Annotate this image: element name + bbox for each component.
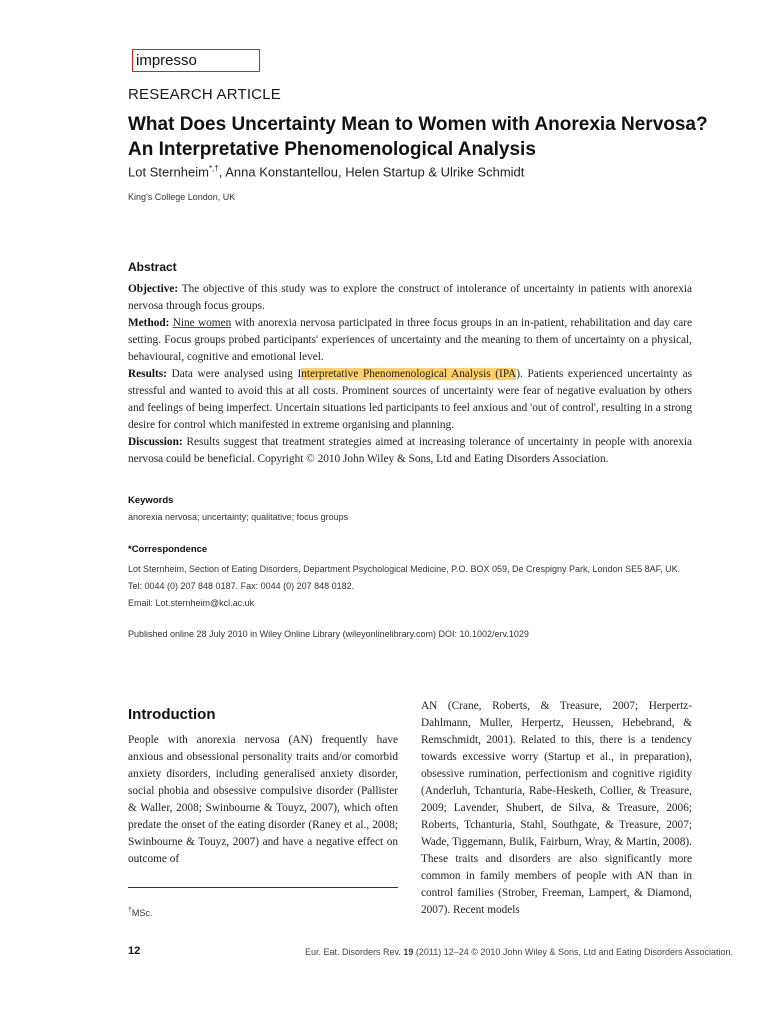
impresso-overlay-text: impresso	[136, 52, 197, 69]
introduction-right-column	[421, 698, 692, 919]
footnote-mark: †	[128, 907, 132, 914]
footnote-text: MSc.	[131, 908, 153, 918]
introduction-heading: Introduction	[128, 706, 216, 723]
publication-info: Published online 28 July 2010 in Wiley Online Library (wileyonlinelibrary.com) DOI: 10.1002/erv.1029	[128, 629, 529, 639]
highlight-annotation[interactable]: nterpretative Phenomenological Analysis (IPA	[301, 368, 517, 380]
impresso-overlay-box[interactable]	[132, 49, 260, 72]
abstract-body	[128, 281, 692, 468]
keywords-heading: Keywords	[128, 495, 174, 506]
abstract-heading: Abstract	[128, 260, 177, 274]
journal-citation: Eur. Eat. Disorders Rev. 19 (2011) 12–24 © 2010 John Wiley & Sons, Ltd and Eating Disorders Association.	[305, 947, 734, 957]
correspondence-heading: *Correspondence	[128, 544, 208, 555]
author-marks: *,†	[208, 164, 219, 173]
abstract-objective: Objective: The objective of this study was to explore the construct of intolerance of uncertainty in patients with anorexia nervosa through focus groups.	[128, 283, 692, 312]
introduction-left-column	[128, 732, 398, 868]
affiliation: King's College London, UK	[128, 192, 236, 202]
page-number: 12	[128, 945, 141, 957]
introduction-paragraph-continued: AN (Crane, Roberts, & Treasure, 2007; Herpertz-Dahlmann, Muller, Herpertz, Heussen, Hebebrand, & Remschmidt, 2001). Related to this, there is a tendency towards excessive worry (Startup et al., in preparation), obsessive rumination, perfectionism and cognitive rigidity (Anderluh, Tchanturia, Rabe-Hesketh, Collier, & Treasure, 2009; Lavender, Shubert, de Silva, & Treasure, 2006; Roberts, Tchanturia, Stahl, Southgate, & Treasure, 2007; Wade, Tiggemann, Bulik, Fairburn, Wray, & Martin, 2008). These traits and disorders are also significantly more common in family members of people with AN than in control families (Strober, Freeman, Lampert, & Diamond, 2007). Recent models	[421, 700, 692, 916]
underlined-annotation[interactable]: Nine women	[172, 317, 232, 329]
correspondence-phone: Tel: 0044 (0) 207 848 0187. Fax: 0044 (0) 207 848 0182.	[128, 581, 355, 591]
abstract-method: Method: Nine women with anorexia nervosa participated in three focus groups in an in-patient, rehabilitation and day care setting. Focus groups probed participants' experiences of uncertainty and the meaning to them of uncertainty on a physical, behavioural, cognitive and emotional level.	[128, 317, 693, 363]
author-list	[128, 164, 524, 179]
correspondence-block	[128, 561, 728, 612]
abstract-discussion: Discussion: Results suggest that treatment strategies aimed at increasing tolerance of uncertainty in people with anorexia nervosa could be beneficial. Copyright © 2010 John Wiley & Sons, Ltd and Eating Disorders Association.	[128, 436, 692, 465]
abstract-results: Results: Data were analysed using Interpretative Phenomenological Analysis (IPA). Patients experienced uncertainty as stressful and wanted to avoid this at all costs. Prominent sources of uncertainty were fear of negative evaluation by others and feelings of being imperfect. Uncertain situations led participants to feel anxious and 'out of control', resulting in a strong desire for control which manifested in extreme organising and planning.	[128, 368, 693, 431]
author-first: Lot Sternheim	[128, 164, 209, 180]
correspondence-address: Lot Sternheim, Section of Eating Disorders, Department Psychological Medicine, P.O. BOX 059, De Crespigny Park, London SE5 8AF, UK.	[128, 564, 681, 574]
correspondence-email: Email: Lot.sternheim@kcl.ac.uk	[128, 598, 255, 608]
keywords-text: anorexia nervosa; uncertainty; qualitative; focus groups	[128, 512, 349, 522]
author-rest: , Anna Konstantellou, Helen Startup & Ulrike Schmidt	[218, 164, 525, 180]
article-type-label: RESEARCH ARTICLE	[128, 86, 281, 103]
footnote-divider	[128, 887, 398, 888]
article-title: What Does Uncertainty Mean to Women with Anorexia Nervosa? An Interpretative Phenomenological Analysis	[128, 114, 708, 160]
introduction-paragraph: People with anorexia nervosa (AN) frequently have anxious and obsessional personality traits and/or comorbid anxiety disorders, including generalised anxiety disorder, social phobia and obsessive compulsive disorder (Pallister & Waller, 2008; Swinbourne & Touyz, 2007), which often predate the onset of the eating disorder (Raney et al., 2008; Swinbourne & Touyz, 2007) and have a negative effect on outcome of	[128, 734, 398, 865]
footnote	[128, 907, 152, 918]
